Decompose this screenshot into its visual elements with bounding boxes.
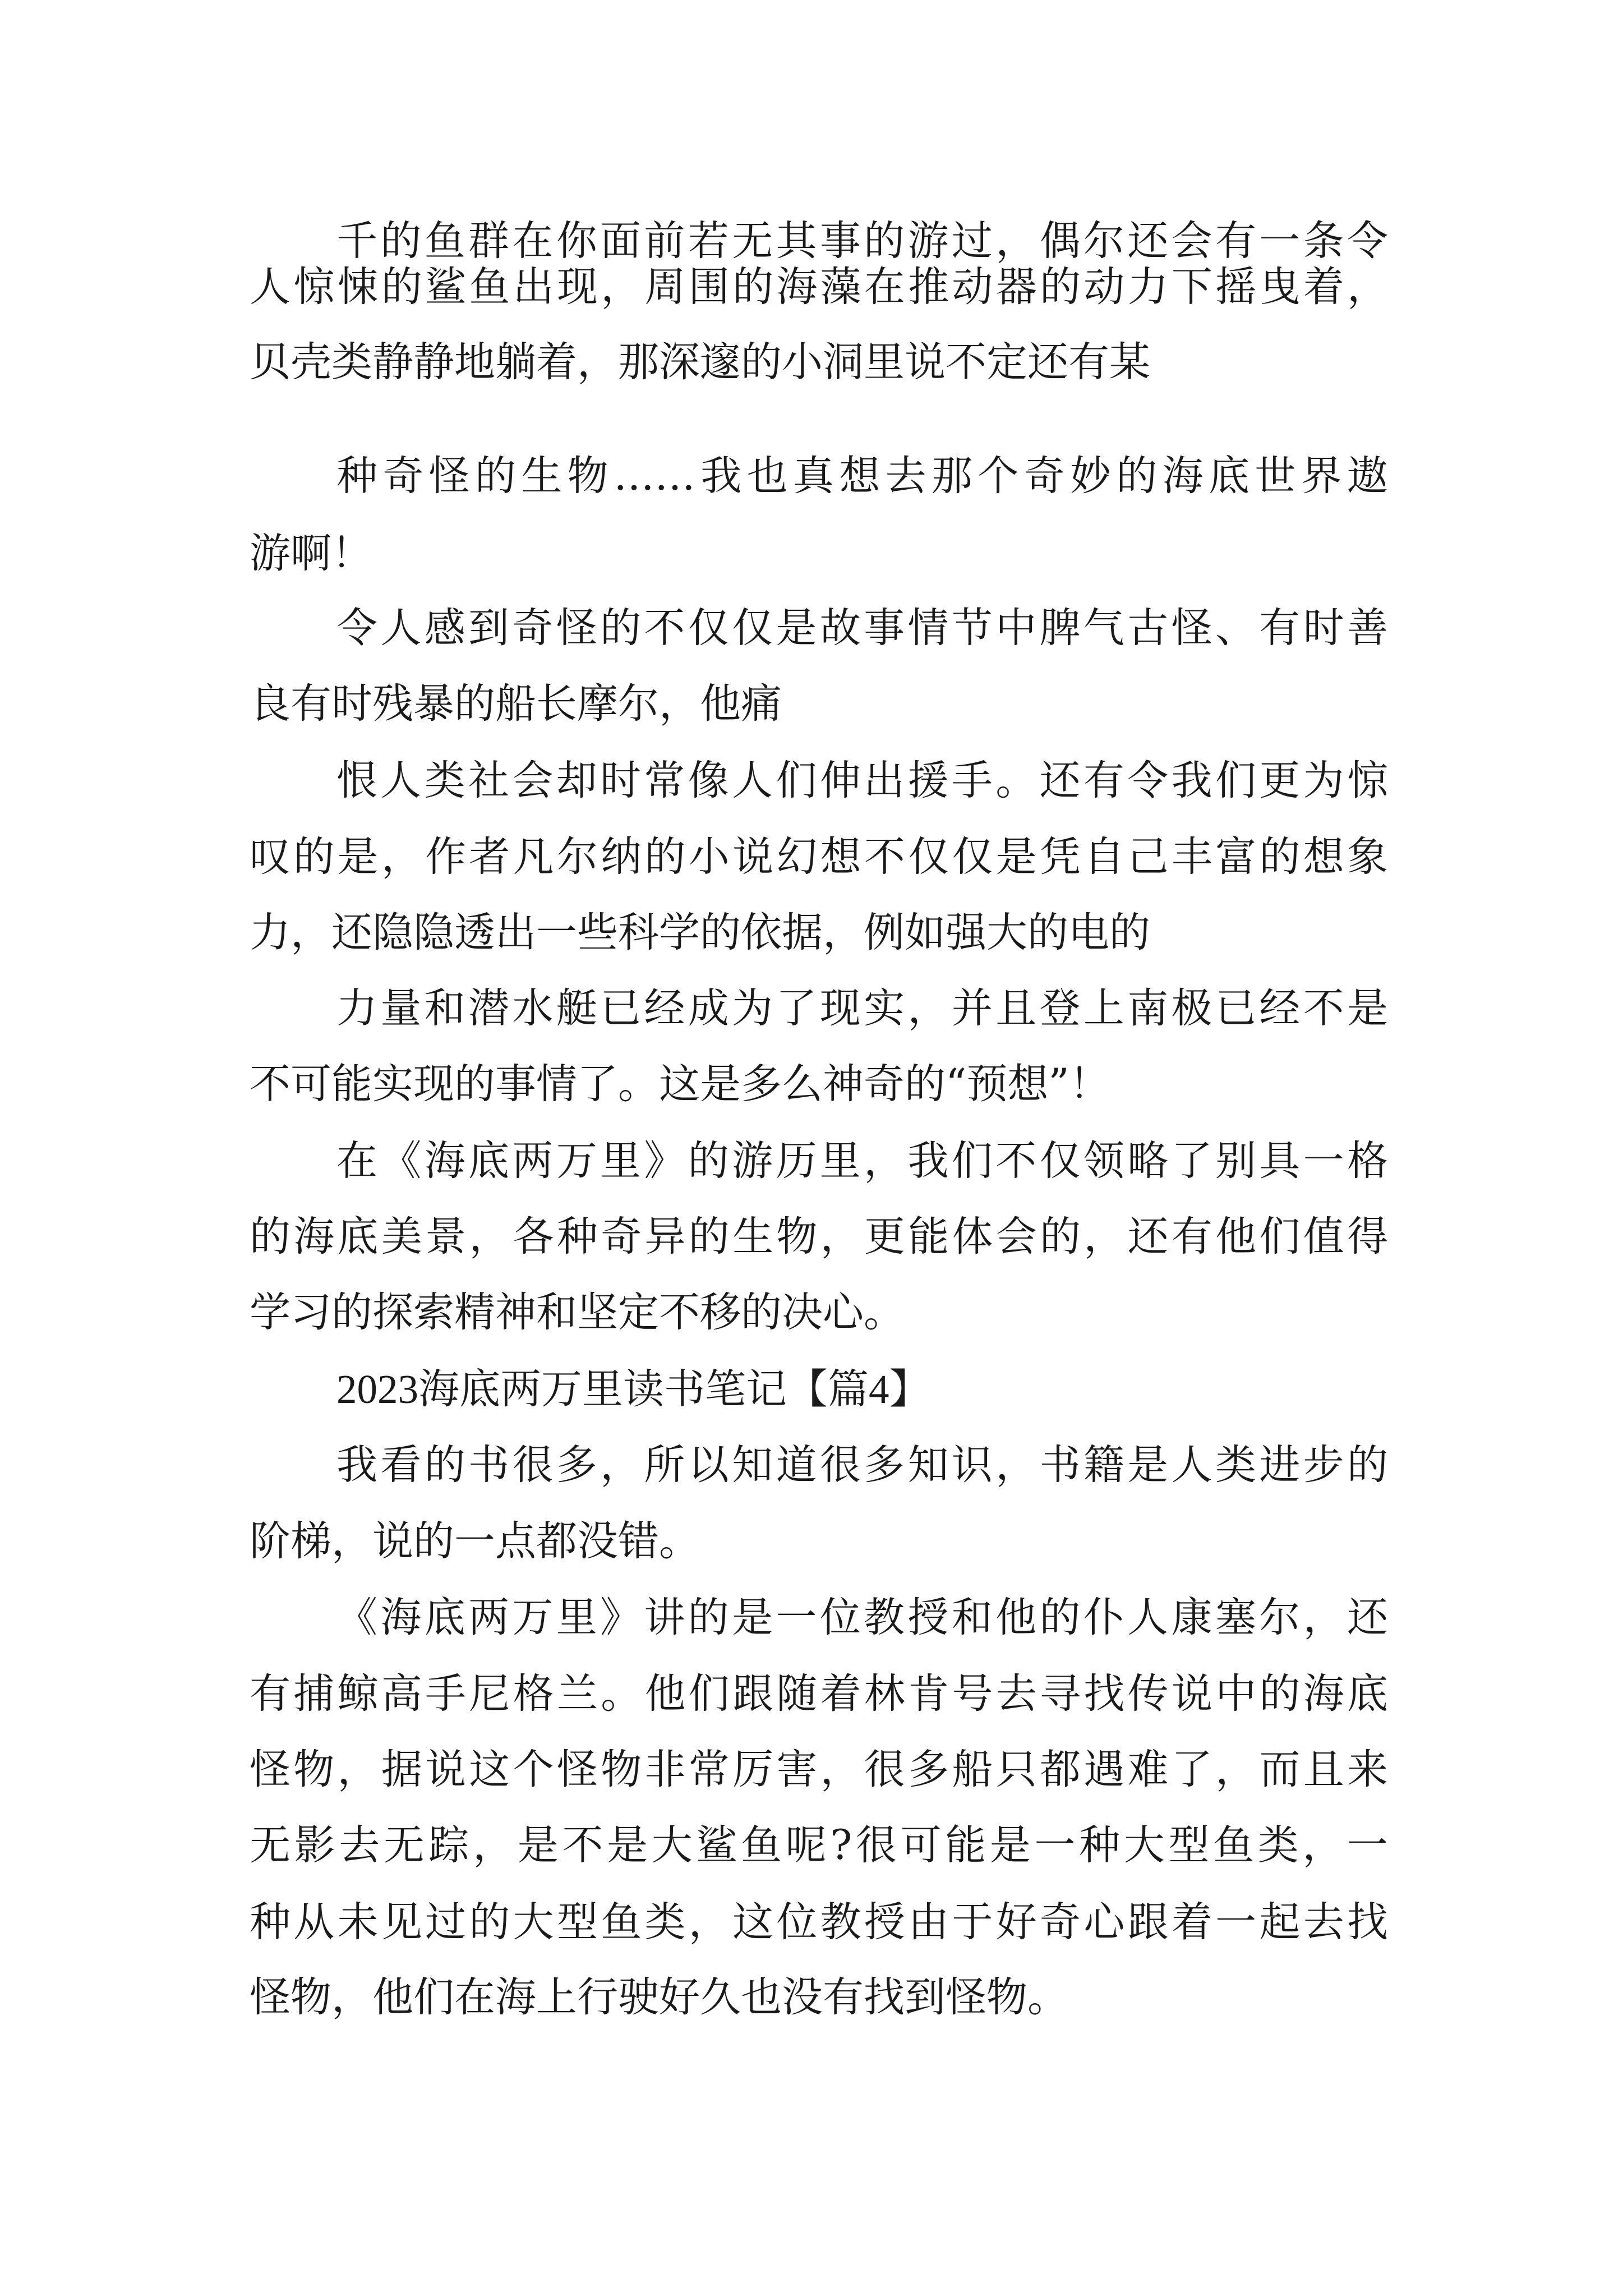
text-line: 千的鱼群在你面前若无其事的游过，偶尔还会有一条令: [336, 217, 1388, 265]
text-line: 学习的探索精神和坚定不移的决心。: [250, 1289, 905, 1336]
text-line: 我看的书很多，所以知道很多知识，书籍是人类进步的: [336, 1441, 1388, 1489]
text-line: 种奇怪的生物……我也真想去那个奇妙的海底世界遨: [336, 452, 1388, 500]
section-heading: 2023海底两万里读书笔记【篇4】: [336, 1366, 930, 1412]
text-line: 贝壳类静静地躺着，那深邃的小洞里说不定还有某: [250, 338, 1150, 386]
text-line: 不可能实现的事情了。这是多么神奇的“预想”！: [250, 1060, 1110, 1108]
text-line: 无影去无踪，是不是大鲨鱼呢?很可能是一种大型鱼类，一: [250, 1821, 1388, 1869]
text-line: 令人感到奇怪的不仅仅是故事情节中脾气古怪、有时善: [336, 604, 1388, 652]
text-line: 力量和潜水艇已经成为了现实，并且登上南极已经不是: [336, 984, 1388, 1032]
text-line: 种从未见过的大型鱼类，这位教授由于好奇心跟着一起去找: [250, 1898, 1388, 1946]
text-line: 《海底两万里》讲的是一位教授和他的仆人康塞尔，还: [336, 1594, 1388, 1641]
text-line: 在《海底两万里》的游历里，我们不仅领略了别具一格: [336, 1137, 1388, 1185]
text-line: 怪物，据说这个怪物非常厉害，很多船只都遇难了，而且来: [250, 1746, 1388, 1793]
text-line: 游啊！: [250, 530, 372, 577]
text-line: 有捕鲸高手尼格兰。他们跟随着林肯号去寻找传说中的海底: [250, 1670, 1388, 1718]
text-line: 力，还隐隐透出一些科学的依据，例如强大的电的: [250, 909, 1150, 956]
text-line: 恨人类社会却时常像人们伸出援手。还有令我们更为惊: [336, 757, 1388, 804]
text-line: 的海底美景，各种奇异的生物，更能体会的，还有他们值得: [250, 1213, 1388, 1260]
text-line: 人惊悚的鲨鱼出现，周围的海藻在推动器的动力下摇曳着，: [250, 263, 1388, 311]
text-line: 怪物，他们在海上行驶好久也没有找到怪物。: [250, 1973, 1068, 2021]
text-line: 叹的是，作者凡尔纳的小说幻想不仅仅是凭自己丰富的想象: [250, 833, 1388, 881]
text-line: 阶梯，说的一点都没错。: [250, 1517, 700, 1565]
text-line: 良有时残暴的船长摩尔，他痛: [250, 680, 782, 728]
